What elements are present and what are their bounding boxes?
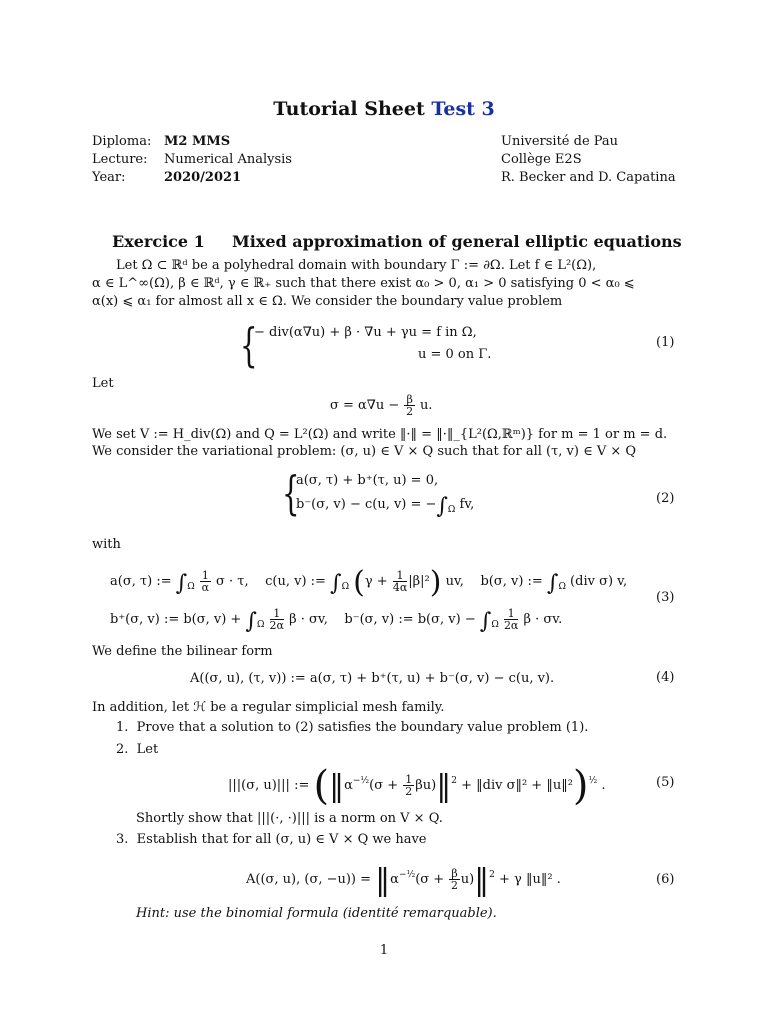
- header-university: Université de Pau: [501, 134, 619, 149]
- page-title: [0, 98, 768, 120]
- hint-text: Hint: use the binomial formula (identité remarquable).: [136, 906, 497, 921]
- header-authors: R. Becker and D. Capatina: [501, 170, 676, 185]
- brace-eq1: {: [240, 318, 258, 372]
- exercise-heading: [112, 232, 682, 251]
- eq3-number: (3): [656, 590, 675, 605]
- header-row-diploma: Diploma: M2 MMS: [92, 134, 231, 149]
- eq1-number: (1): [656, 335, 675, 350]
- intro-line-1: Let Ω ⊂ ℝᵈ be a polyhedral domain with boundary Γ := ∂Ω. Let f ∈ L²(Ω),: [116, 258, 597, 273]
- title-main: Tutorial Sheet: [273, 98, 425, 120]
- header-college: Collège E2S: [501, 152, 582, 167]
- eq2-row1: a(σ, τ) + b⁺(τ, u) = 0,: [296, 473, 439, 488]
- sigma-definition: σ = α∇u − $\frac{\beta}{2}$ u.: [330, 393, 433, 418]
- eq5-formula: |||(σ, u)||| := ($‖\alpha^{-\frac{1}{2}}(\sigma$ + $\frac{1}{2}$ βu)‖$^2$ + ‖div σ‖² + ‖u‖²)$^{\frac{1}{2}}$ .: [228, 763, 606, 809]
- eq6-number: (6): [656, 872, 675, 887]
- eq2-number: (2): [656, 491, 675, 506]
- brace-eq2: {: [282, 466, 300, 520]
- norm-note: Shortly show that |||(·, ·)||| is a norm on V × Q.: [136, 811, 443, 826]
- eq2-row2: b⁻(σ, v) − c(u, $v) = -\int_\Omega$ fv,: [296, 494, 475, 519]
- eq4-number: (4): [656, 670, 675, 685]
- intro-line-3: α(x) ⩽ α₁ for almost all x ∈ Ω. We consider the boundary value problem: [92, 294, 563, 309]
- title-accent: Test 3: [431, 98, 495, 120]
- eq1-row1: − div(α∇u) + β · ∇u + γu = f in Ω,: [254, 325, 477, 340]
- header-left: [92, 133, 292, 187]
- page-number: 1: [379, 943, 389, 958]
- eq1-row2: u = 0 on Γ.: [418, 347, 492, 362]
- list-item-2: 2. Let: [116, 742, 159, 757]
- intro-line-2: α ∈ L^∞(Ω), β ∈ ℝᵈ, γ ∈ ℝ₊ such that there exist α₀ > 0, α₁ > 0 satisfying 0 < α₀ ⩽: [92, 276, 635, 291]
- spaces-line: We set V := H_div(Ω) and Q = L²(Ω) and write ‖·‖ = ‖·‖_{L²(Ω,ℝᵐ)} for m = 1 or m = d.: [92, 427, 668, 442]
- exercise-number: Exercice 1: [112, 232, 205, 251]
- mesh-sentence: In addition, let ℋ be a regular simplicial mesh family.: [92, 700, 445, 715]
- eq5-number: (5): [656, 775, 675, 790]
- eq3-row1: a(σ, τ) := $\int_\Omega$ $\frac{1}{\alpha}$ σ · τ, c(u, v) := $\int_\Omega$ (γ + $\frac{1}{4\alpha}$ |β|²) uv, b(σ, v) := $\int_\Omega$ (div σ) v,: [110, 565, 628, 600]
- eq3-row2: b⁺(σ, v) := b(σ, $v) + \int_\Omega$ $\frac{1}{2\alpha}$ β · σv, b⁻(σ, v) := b(σ, $v) - \int_\Omega$ $\frac{1}{2\alpha}$ β · σv.: [110, 607, 563, 634]
- exercise-title: Mixed approximation of general elliptic equations: [232, 232, 682, 251]
- header-row-lecture: Lecture: Numerical Analysis: [92, 152, 292, 167]
- list-item-1: 1. Prove that a solution to (2) satisfies the boundary value problem (1).: [116, 720, 589, 735]
- eq6-formula: A((σ, u), (σ, $-u)) = ‖\alpha^{-\frac{1}{2}}(\sigma$ + $\frac{\beta}{2}$ u)‖$^2$ + γ ‖u‖² .: [246, 863, 561, 898]
- with-label: with: [92, 537, 121, 552]
- define-label: We define the bilinear form: [92, 644, 273, 659]
- let-label: Let: [92, 376, 114, 391]
- header-right: [501, 133, 676, 187]
- header-row-year: Year: 2020/2021: [92, 170, 242, 185]
- list-item-3: 3. Establish that for all (σ, u) ∈ V × Q we have: [116, 832, 427, 847]
- eq4-formula: A((σ, u), (τ, v)) := a(σ, τ) + b⁺(τ, u) + b⁻(σ, v) − c(u, v).: [190, 671, 555, 686]
- intro-paragraph: [92, 257, 676, 275]
- variational-line: We consider the variational problem: (σ, u) ∈ V × Q such that for all (τ, v) ∈ V × Q: [92, 444, 637, 459]
